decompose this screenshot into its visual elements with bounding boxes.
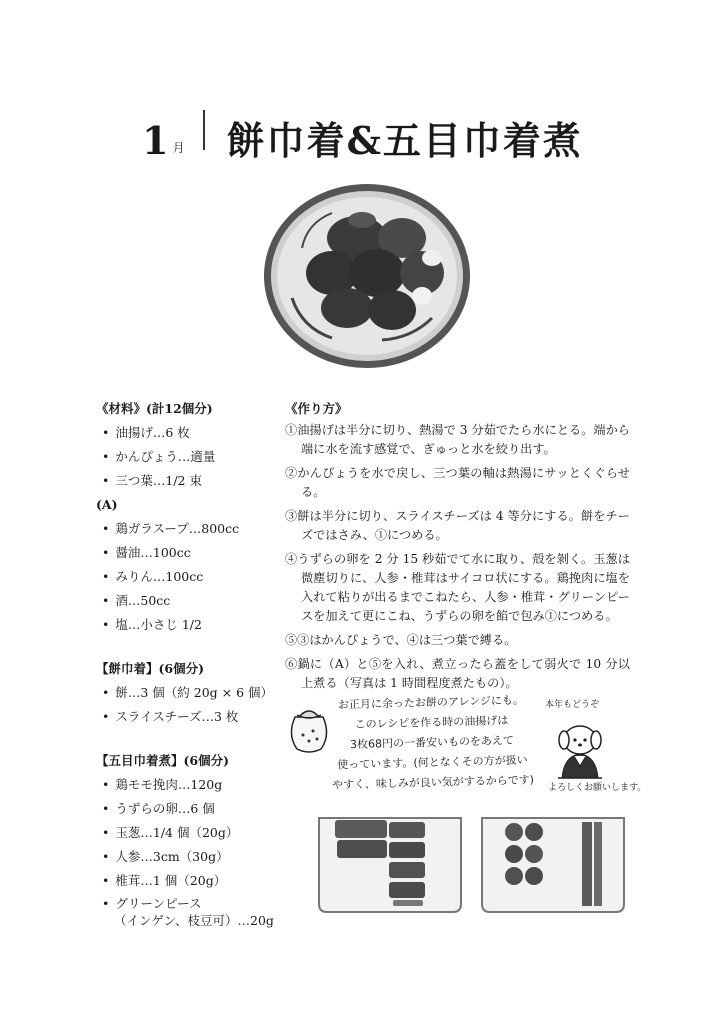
method-step: ⑤③はかんぴょうで、④は三つ葉で縛る。 — [285, 633, 517, 647]
list-item: • 餅…3 個（約 20g × 6 個） — [96, 681, 286, 705]
list-item: • 鶏モモ挽肉…120g — [96, 773, 286, 797]
list-item: • 三つ葉…1/2 束 — [96, 469, 286, 493]
list-item-line: （インゲン、枝豆可）…20g — [114, 913, 274, 928]
note-line: 使っています。(何となくその方が扱い — [337, 753, 528, 772]
list-item: • かんぴょう…適量 — [96, 445, 286, 469]
list-item — [96, 893, 286, 933]
method-step: ④うずらの卵を 2 分 15 秒茹でて水に取り、殻を剝く。玉葱は微塵切りに、人参・椎茸はサイコロ状にする。鶏挽肉に塩を入れて粘りが出るまでこねたら、人参・椎茸・グリーンピースを加えて更にこね、うずらの卵を餡で包み①につめる。 — [285, 552, 630, 623]
handwritten-note — [321, 690, 544, 796]
month-number: 1 — [142, 118, 169, 163]
list-item: • 酒…50cc — [96, 589, 286, 613]
list-item: • うずらの卵…6 個 — [96, 797, 286, 821]
list-item-line: グリーンピース — [115, 896, 202, 911]
note-line: 3枚68円の一番安いものをあえて — [349, 733, 515, 752]
method-step: ①油揚げは半分に切り、熱湯で 3 分茹でたら水にとる。端から端に水を流す感覚で、ぎゅっと水を絞り出す。 — [285, 423, 630, 456]
title-divider — [203, 110, 205, 150]
ingredients-column — [96, 397, 286, 933]
method-step: ⑥鍋に（A）と⑤を入れ、煮立ったら蓋をして弱火で 10 分以上煮る（写真は 1 時間程度煮たもの）。 — [285, 657, 630, 690]
list-item: • 人参…3cm（30g） — [96, 845, 286, 869]
note-line: このレシピを作る時の油揚げは — [354, 713, 509, 732]
list-item: • 塩…小さじ 1/2 — [96, 613, 286, 637]
mochi-list — [96, 681, 286, 729]
list-item: • スライスチーズ…3 枚 — [96, 705, 286, 729]
gomoku-list — [96, 773, 286, 933]
mochi-heading: 【餅巾着】(6個分) — [96, 661, 205, 676]
list-item: • みりん…100cc — [96, 565, 286, 589]
method-step: ②かんぴょうを水で戻し、三つ葉の軸は熱湯にサッとくぐらせる。 — [285, 466, 630, 499]
month-unit: 月 — [172, 141, 185, 155]
group-a-label: (A) — [96, 497, 118, 512]
recipe-title: 餅巾着&五目巾着煮 — [226, 118, 583, 163]
method-steps — [285, 421, 630, 693]
dog-greeting-top: 本年もどうぞ — [545, 700, 600, 710]
ingredients-heading: 《材料》(計12個分) — [96, 401, 213, 416]
note-line: お正月に余ったお餅のアレンジにも。 — [337, 693, 525, 712]
list-item: • 玉葱…1/4 個（20g） — [96, 821, 286, 845]
list-item: • 醤油…100cc — [96, 541, 286, 565]
group-a-list — [96, 517, 286, 637]
method-column — [285, 397, 630, 698]
mochi-kinchaku-photo — [315, 812, 465, 917]
dish-photo — [262, 178, 472, 370]
dog-greeting-bottom: よろしくお願いします。 — [548, 783, 647, 793]
list-item: • 油揚げ…6 枚 — [96, 421, 286, 445]
gomoku-kinchaku-photo — [478, 812, 628, 917]
method-heading: 《作り方》 — [285, 401, 348, 416]
method-step: ③餅は半分に切り、スライスチーズは 4 等分にする。餅をチーズではさみ、①につめる。 — [285, 509, 630, 542]
list-item: • 鶏ガラスープ…800cc — [96, 517, 286, 541]
note-line: やすく、味しみが良い気がするからです) — [331, 773, 535, 792]
gomoku-heading: 【五目巾着煮】(6個分) — [96, 753, 230, 768]
dog-illustration — [548, 718, 612, 780]
base-ingredient-list — [96, 421, 286, 493]
list-item: • 椎茸…1 個（20g） — [96, 869, 286, 893]
page-title — [0, 100, 725, 163]
